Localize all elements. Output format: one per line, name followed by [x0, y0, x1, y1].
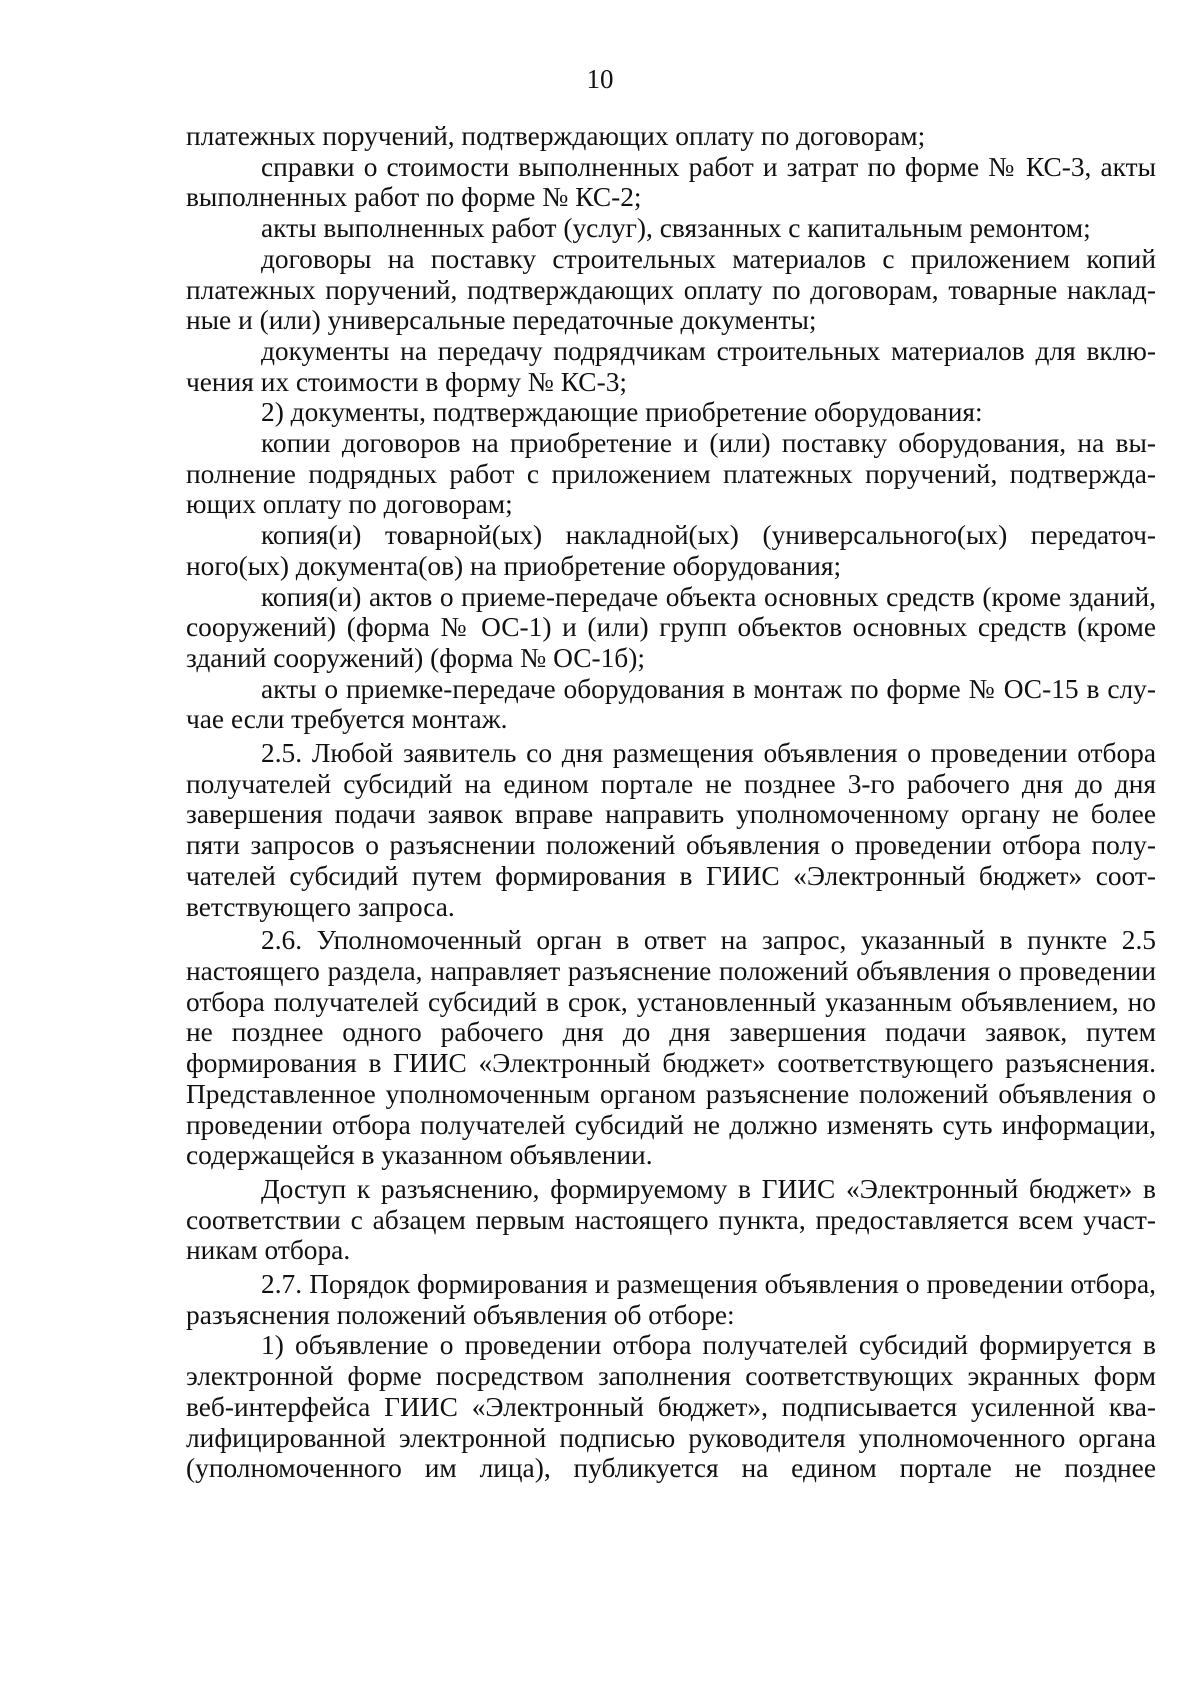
document-body [186, 121, 1156, 1484]
paragraph-section-2-7: 2.7. Порядок формирования и размещения объявления о проведении отбора, разъяснения положений объявления об отборе: [186, 1269, 1156, 1330]
paragraph-section-2-5: 2.5. Любой заявитель со дня размещения объявления о проведении отбора получателей субсидий на едином портале не позднее 3-го рабочего дня до дня завершения подачи заявок вправе направить уполномоченному органу не более пяти запросов о разъяснении положений объявления о проведении отбора получателей субсидий путем формирования в ГИИС «Электронный бюджет» соответствующего запроса. [186, 738, 1156, 922]
paragraph-material-supply-contracts: договоры на поставку строительных материалов с приложением копий платежных поручений, подтверждающих оплату по договорам, товарные накладные и (или) универсальные передаточные документы; [186, 243, 1156, 336]
paragraph-ks3-certificates: справки о стоимости выполненных работ и затрат по форме № КС-3, акты выполненных работ по форме № КС-2; [186, 151, 1156, 213]
paragraph-material-transfer-docs: документы на передачу подрядчикам строительных материалов для включения их стоимости в форму № КС-3; [186, 335, 1156, 397]
paragraph-announcement-formation: 1) объявление о проведении отбора получателей субсидий формируется в электронной форме посредством заполнения соответствующих экранных форм веб-интерфейса ГИИС «Электронный бюджет», подписывается усиленной квалифицированной электронной подписью руководителя уполномоченного органа (уполномоченного им лица), публикуется на едином портале не позднее [186, 1330, 1156, 1484]
paragraph-fixed-asset-acts: копия(и) актов о приеме-передаче объекта основных средств (кроме зданий, сооружений) (форма № ОС-1) и (или) групп объектов основных средств (кроме зданий сооружений) (форма № ОС-1б); [186, 581, 1156, 673]
paragraph-waybills: копия(и) товарной(ых) накладной(ых) (универсального(ых) передаточного(ых) документа(ов) на приобретение оборудования; [186, 520, 1156, 581]
paragraph-installation-acts: акты о приемке-передаче оборудования в монтаж по форме № ОС-15 в случае если требуется монтаж. [186, 673, 1156, 735]
paragraph-clarification-access: Доступ к разъяснению, формируемому в ГИИС «Электронный бюджет» в соответствии с абзацем первым настоящего пункта, предоставляется всем участникам отбора. [186, 1173, 1156, 1266]
paragraph-equipment-docs-heading: 2) документы, подтверждающие приобретение оборудования: [261, 397, 983, 428]
paragraph-continuation: платежных поручений, подтверждающих оплату по договорам; [186, 121, 926, 151]
paragraph-section-2-6: 2.6. Уполномоченный орган в ответ на запрос, указанный в пункте 2.5 настоящего раздела, направляет разъяснение положений объявления о проведении отбора получателей субсидий в срок, установленный указанным объявлением, но не позднее одного рабочего дня до дня завершения подачи заявок, путем формирования в ГИИС «Электронный бюджет» соответствующего разъяснения. Представленное уполномоченным органом разъяснение положений объявления о проведении отбора получателей субсидий не должно изменять суть информации, содержащейся в указанном объявлении. [186, 925, 1156, 1171]
paragraph-capital-repair-acts: акты выполненных работ (услуг), связанных с капитальным ремонтом; [261, 213, 1091, 244]
paragraph-equipment-contracts: копии договоров на приобретение и (или) поставку оборудования, на выполнение подрядных работ с приложением платежных поручений, подтверждающих оплату по договорам; [186, 428, 1156, 520]
page-number: 10 [586, 64, 614, 94]
